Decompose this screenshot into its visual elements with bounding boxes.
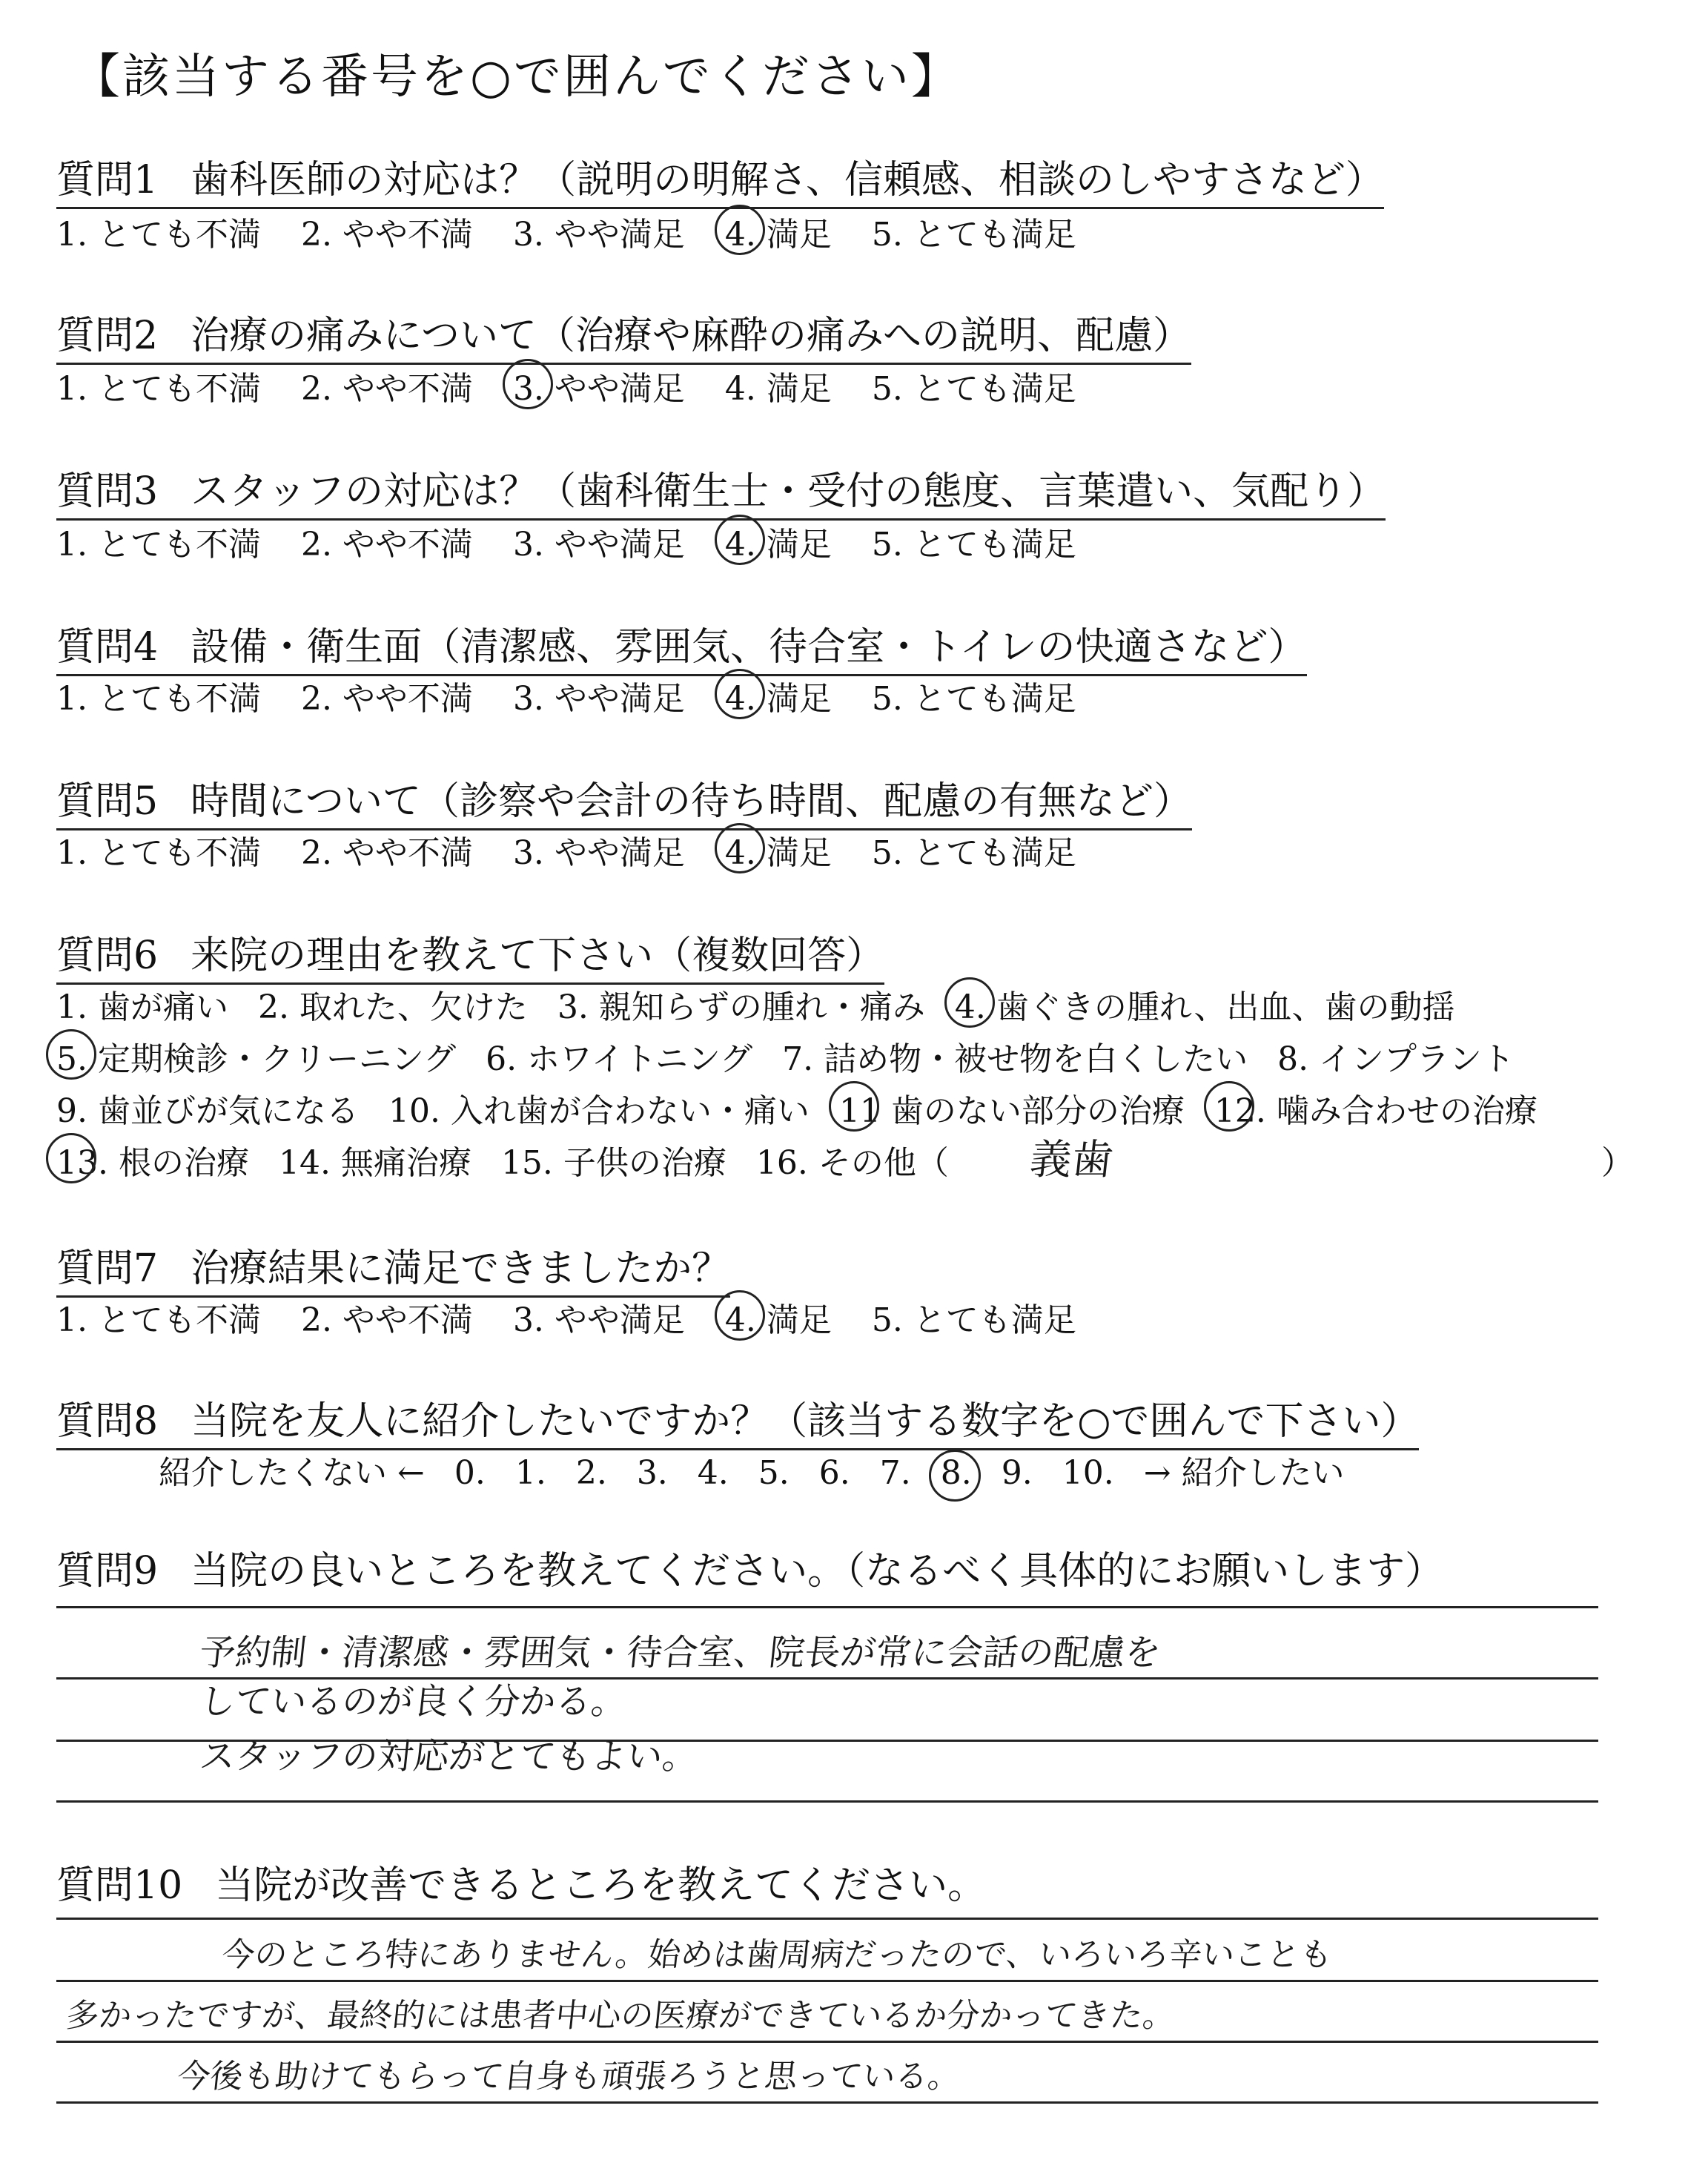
option-3[interactable]: 3. やや満足 bbox=[512, 216, 685, 254]
q9-answer-line-3: スタッフの対応がとてもよい。 bbox=[197, 1736, 701, 1777]
option-5[interactable]: 5. とても満足 bbox=[871, 370, 1076, 408]
question-text: 時間について（診察や会計の待ち時間、配慮の有無など） bbox=[191, 779, 1193, 824]
option-11[interactable]: 11 歯のない部分の治療 bbox=[839, 1084, 1185, 1132]
option-1[interactable]: 1. とても不満 bbox=[56, 526, 261, 564]
answer-line bbox=[56, 2101, 1598, 2104]
question-text: 来院の理由を教えて下さい（複数回答） bbox=[191, 934, 885, 978]
scale-right-label: → 紹介したい bbox=[1143, 1454, 1345, 1492]
question-9-heading bbox=[56, 1539, 1443, 1598]
option-4[interactable]: 4. 歯ぐきの腫れ、出血、歯の動揺 bbox=[955, 980, 1455, 1028]
question-text: スタッフの対応は？（歯科衛生士・受付の態度、言葉遣い、気配り） bbox=[191, 469, 1386, 514]
scale-value-7[interactable]: 7. bbox=[879, 1454, 911, 1492]
option-8[interactable]: 8. インプラント bbox=[1277, 1040, 1515, 1078]
question-text: 当院を友人に紹介したいですか？（該当する数字を○で囲んで下さい） bbox=[191, 1399, 1420, 1444]
question-number: 質問7 bbox=[56, 1246, 159, 1291]
question-3-heading bbox=[56, 460, 1386, 521]
option-1[interactable]: 1. 歯が痛い bbox=[56, 988, 228, 1026]
option-7[interactable]: 7. 詰め物・被せ物を白くしたい bbox=[782, 1040, 1248, 1078]
option-4[interactable]: 4. 満足 bbox=[724, 370, 832, 408]
question-number: 質問2 bbox=[56, 314, 159, 358]
option-5[interactable]: 5. とても満足 bbox=[871, 1301, 1076, 1339]
scale-value-4[interactable]: 4. bbox=[697, 1454, 729, 1492]
option-2[interactable]: 2. やや不満 bbox=[300, 834, 473, 872]
option-6[interactable]: 6. ホワイトニング bbox=[486, 1040, 753, 1078]
scale-left-label: 紹介したくない ← bbox=[159, 1454, 425, 1492]
option-5[interactable]: 5. とても満足 bbox=[871, 680, 1076, 718]
option-3[interactable]: 3. やや満足 bbox=[512, 680, 685, 718]
recommend-scale bbox=[159, 1446, 1374, 1493]
other-close-paren: ） bbox=[1601, 1144, 1634, 1182]
question-text: 当院の良いところを教えてください。（なるべく具体的にお願いします） bbox=[191, 1549, 1444, 1593]
question-5-heading bbox=[56, 770, 1192, 830]
question-4-options bbox=[56, 672, 1116, 719]
question-number: 質問6 bbox=[56, 934, 159, 978]
option-4[interactable]: 4. 満足 bbox=[725, 826, 832, 873]
question-6-options-row-4 bbox=[56, 1136, 979, 1183]
question-7-heading bbox=[56, 1237, 730, 1298]
question-text: 設備・衛生面（清潔感、雰囲気、待合室・トイレの快適さなど） bbox=[191, 625, 1307, 670]
option-3[interactable]: 3. やや満足 bbox=[512, 526, 685, 564]
option-5[interactable]: 5. とても満足 bbox=[871, 526, 1076, 564]
question-number: 質問1 bbox=[56, 158, 159, 202]
scale-value-5[interactable]: 5. bbox=[758, 1454, 790, 1492]
question-10-heading bbox=[56, 1854, 986, 1912]
question-6-options-row-1 bbox=[56, 980, 1485, 1028]
option-2[interactable]: 2. やや不満 bbox=[300, 216, 473, 254]
question-4-heading bbox=[56, 615, 1307, 676]
option-2[interactable]: 2. やや不満 bbox=[300, 680, 473, 718]
q10-answer-line-3: 今後も助けてもらって自身も頑張ろうと思っている。 bbox=[175, 2058, 963, 2095]
question-8-heading bbox=[56, 1390, 1419, 1450]
question-number: 質問10 bbox=[56, 1863, 183, 1908]
option-13[interactable]: 13. 根の治療 bbox=[56, 1136, 249, 1183]
option-3[interactable]: 3. やや満足 bbox=[512, 1301, 685, 1339]
option-2[interactable]: 2. 取れた、欠けた bbox=[257, 988, 528, 1026]
question-2-options bbox=[56, 362, 1116, 409]
option-4[interactable]: 4. 満足 bbox=[725, 672, 832, 719]
scale-value-8[interactable]: 8. bbox=[940, 1454, 972, 1492]
option-3[interactable]: 3. やや満足 bbox=[513, 362, 685, 409]
question-number: 質問8 bbox=[56, 1399, 159, 1444]
scale-value-9[interactable]: 9. bbox=[1001, 1454, 1033, 1492]
option-14[interactable]: 14. 無痛治療 bbox=[278, 1144, 471, 1182]
page-title: 【該当する番号を○で囲んでください】 bbox=[73, 50, 961, 105]
option-16[interactable]: 16. その他（ bbox=[755, 1144, 949, 1182]
option-1[interactable]: 1. とても不満 bbox=[56, 1301, 261, 1339]
option-1[interactable]: 1. とても不満 bbox=[56, 834, 261, 872]
scale-value-3[interactable]: 3. bbox=[636, 1454, 668, 1492]
question-7-options bbox=[56, 1293, 1116, 1341]
other-handwritten-answer: 義歯 bbox=[1027, 1136, 1116, 1184]
question-number: 質問5 bbox=[56, 779, 159, 824]
question-text: 歯科医師の対応は？（説明の明解さ、信頼感、相談のしやすさなど） bbox=[191, 158, 1385, 202]
question-text: 当院が改善できるところを教えてください。 bbox=[215, 1863, 987, 1908]
answer-line bbox=[56, 1800, 1598, 1803]
question-6-options-row-2 bbox=[56, 1032, 1544, 1080]
option-5[interactable]: 5. とても満足 bbox=[871, 216, 1076, 254]
option-2[interactable]: 2. やや不満 bbox=[300, 1301, 473, 1339]
option-2[interactable]: 2. やや不満 bbox=[300, 370, 473, 408]
scale-value-2[interactable]: 2. bbox=[575, 1454, 607, 1492]
q10-answer-line-1: 今のところ特にありません。始めは歯周病だったので、いろいろ辛いことも bbox=[219, 1936, 1334, 1974]
option-10[interactable]: 10. 入れ歯が合わない・痛い bbox=[388, 1092, 810, 1130]
option-3[interactable]: 3. やや満足 bbox=[512, 834, 685, 872]
question-text: 治療の痛みについて（治療や麻酔の痛みへの説明、配慮） bbox=[191, 314, 1192, 358]
answer-line bbox=[56, 1918, 1598, 1920]
option-5[interactable]: 5. とても満足 bbox=[871, 834, 1076, 872]
question-6-heading bbox=[56, 924, 884, 985]
question-text: 治療結果に満足できましたか？ bbox=[191, 1246, 731, 1291]
scale-value-1[interactable]: 1. bbox=[514, 1454, 546, 1492]
option-12[interactable]: 12. 噛み合わせの治療 bbox=[1214, 1084, 1537, 1132]
question-2-heading bbox=[56, 304, 1191, 365]
option-9[interactable]: 9. 歯並びが気になる bbox=[56, 1092, 359, 1130]
answer-line bbox=[56, 1606, 1598, 1608]
option-4[interactable]: 4. 満足 bbox=[725, 1293, 832, 1341]
question-1-options bbox=[56, 208, 1116, 255]
scale-value-6[interactable]: 6. bbox=[818, 1454, 850, 1492]
option-4[interactable]: 4. 満足 bbox=[725, 208, 832, 255]
question-6-options-row-3 bbox=[56, 1084, 1567, 1132]
question-5-options bbox=[56, 826, 1116, 873]
q10-answer-line-2: 多かったですが、最終的には患者中心の医療ができているか分かってきた。 bbox=[64, 1997, 1178, 2035]
option-2[interactable]: 2. やや不満 bbox=[300, 526, 473, 564]
answer-line bbox=[56, 2041, 1598, 2043]
question-3-options bbox=[56, 518, 1116, 565]
option-15[interactable]: 15. 子供の治療 bbox=[500, 1144, 726, 1182]
q9-answer-line-1: 予約制・清潔感・雰囲気・待合室、院長が常に会話の配慮を bbox=[197, 1632, 1163, 1674]
answer-line bbox=[56, 1980, 1598, 1982]
question-number: 質問4 bbox=[56, 625, 159, 670]
option-3[interactable]: 3. 親知らずの腫れ・痛み bbox=[557, 988, 925, 1026]
option-4[interactable]: 4. 満足 bbox=[725, 518, 832, 565]
question-1-heading bbox=[56, 148, 1384, 209]
option-1[interactable]: 1. とても不満 bbox=[56, 216, 261, 254]
option-1[interactable]: 1. とても不満 bbox=[56, 370, 261, 408]
q9-answer-line-2: しているのが良く分かる。 bbox=[197, 1681, 629, 1723]
option-1[interactable]: 1. とても不満 bbox=[56, 680, 261, 718]
question-number: 質問9 bbox=[56, 1549, 159, 1593]
option-5[interactable]: 5. 定期検診・クリーニング bbox=[56, 1032, 456, 1080]
question-number: 質問3 bbox=[56, 469, 159, 514]
scale-value-0[interactable]: 0. bbox=[454, 1454, 486, 1492]
scale-value-10[interactable]: 10. bbox=[1062, 1454, 1114, 1492]
